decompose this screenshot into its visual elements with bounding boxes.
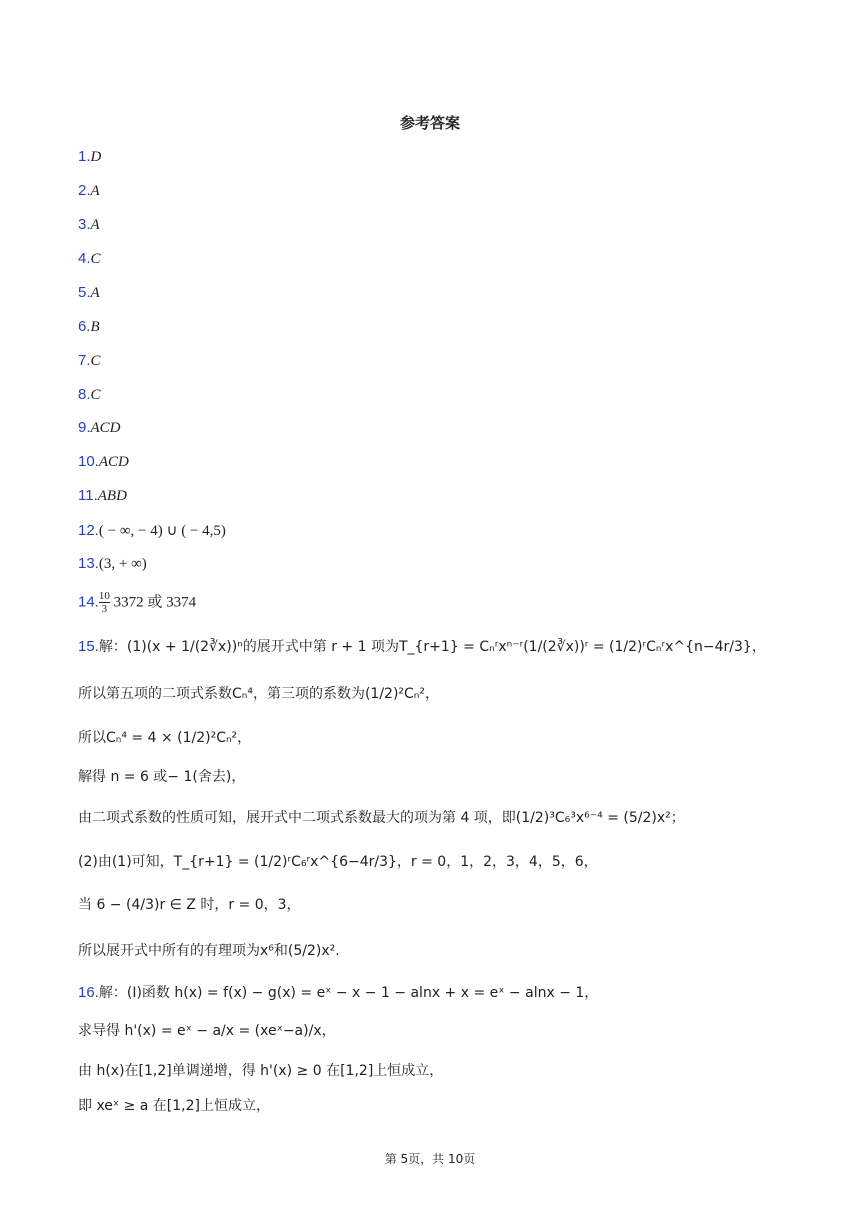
page-footer: 第 5页，共 10页 <box>384 1152 476 1166</box>
answer-number: 9. <box>78 419 91 436</box>
solution-16-line-2: 求导得 h'(x) = eˣ − a/x = (xeˣ−a)/x， <box>78 1023 336 1039</box>
answer-value: B <box>90 319 100 335</box>
answer-value: ACD <box>90 420 121 436</box>
answer-row <box>78 487 127 505</box>
answer-number: 14. <box>78 593 99 611</box>
answer-number: 3. <box>78 216 91 233</box>
answer-value: C <box>90 353 101 369</box>
answer-row <box>78 182 100 200</box>
answer-number: 4. <box>78 250 91 267</box>
answer-value: (3, + ∞) <box>98 556 147 572</box>
solution-16-line-4: 即 xeˣ ≥ a 在[1,2]上恒成立， <box>78 1098 270 1114</box>
solution-15-line-8: 所以展开式中所有的有理项为x⁶和(5/2)x². <box>78 943 340 959</box>
answer-value: C <box>90 251 101 267</box>
answer-number: 15. <box>78 638 99 655</box>
solution-15-line-3: 所以Cₙ⁴ = 4 × (1/2)²Cₙ²， <box>78 730 252 746</box>
solution-15-line-6: (2)由(1)可知，T_{r+1} = (1/2)ʳC₆ʳx^{6−4r/3}，r = 0，1，2，3，4，5，6， <box>78 854 598 870</box>
fraction-denominator: 3 <box>101 603 108 615</box>
answer-value: 3372 或 3374 <box>109 594 197 611</box>
answer-row <box>78 386 101 404</box>
answer-value: A <box>90 183 100 199</box>
answer-number: 12. <box>78 522 99 539</box>
answer-row <box>78 318 100 336</box>
answer-number: 1. <box>78 148 91 165</box>
solution-16-line-1 <box>78 982 598 1002</box>
solution-15-line-4: 解得 n = 6 或− 1(舍去)， <box>78 769 246 785</box>
answer-row <box>78 352 101 370</box>
answer-value: ACD <box>98 454 129 470</box>
answer-number: 16. <box>78 984 99 1001</box>
answer-row <box>78 250 101 268</box>
answer-number: 7. <box>78 352 91 369</box>
solution-15-line-2: 所以第五项的二项式系数Cₙ⁴，第三项的系数为(1/2)²Cₙ²， <box>78 686 439 702</box>
answer-row <box>78 148 101 166</box>
answer-row <box>78 555 147 573</box>
solution-text: 解：(Ⅰ)函数 h(x) = f(x) − g(x) = eˣ − x − 1 − alnx + x = eˣ − alnx − 1， <box>98 985 599 1001</box>
fraction-numerator: 10 <box>98 590 110 602</box>
answer-number: 11. <box>78 487 98 504</box>
answer-value: ABD <box>97 488 127 504</box>
answer-value: C <box>90 387 101 403</box>
page-title: 参考答案 <box>399 114 460 132</box>
solution-text: 解：(1)(x + 1/(2∛x))ⁿ的展开式中第 r + 1 项为T_{r+1} = Cₙʳxⁿ⁻ʳ(1/(2∛x))ʳ = (1/2)ʳCₙʳx^{n−4r/3}， <box>98 639 766 655</box>
solution-15-line-5: 由二项式系数的性质可知，展开式中二项式系数最大的项为第 4 项，即(1/2)³C₆³x⁶⁻⁴ = (5/2)x²； <box>78 810 685 826</box>
answer-number: 8. <box>78 386 91 403</box>
answer-value: A <box>90 285 100 301</box>
answer-row <box>78 284 100 302</box>
answer-value: ( − ∞, − 4) ∪ ( − 4,5) <box>98 523 226 539</box>
answer-row <box>78 216 100 234</box>
answer-number: 6. <box>78 318 91 335</box>
solution-15-line-1 <box>78 636 766 656</box>
answer-number: 10. <box>78 453 99 470</box>
answer-number: 2. <box>78 182 91 199</box>
answer-14 <box>78 590 196 615</box>
solution-15-line-7: 当 6 − (4/3)r ∈ Z 时，r = 0，3， <box>78 897 301 913</box>
answer-number: 13. <box>78 555 99 572</box>
answer-row <box>78 453 129 471</box>
answer-row <box>78 521 226 540</box>
solution-16-line-3: 由 h(x)在[1,2]单调递增，得 h'(x) ≥ 0 在[1,2]上恒成立， <box>78 1063 444 1079</box>
answer-value: D <box>90 149 102 165</box>
answer-number: 5. <box>78 284 91 301</box>
answer-value: A <box>90 217 100 233</box>
answer-row <box>78 419 121 437</box>
